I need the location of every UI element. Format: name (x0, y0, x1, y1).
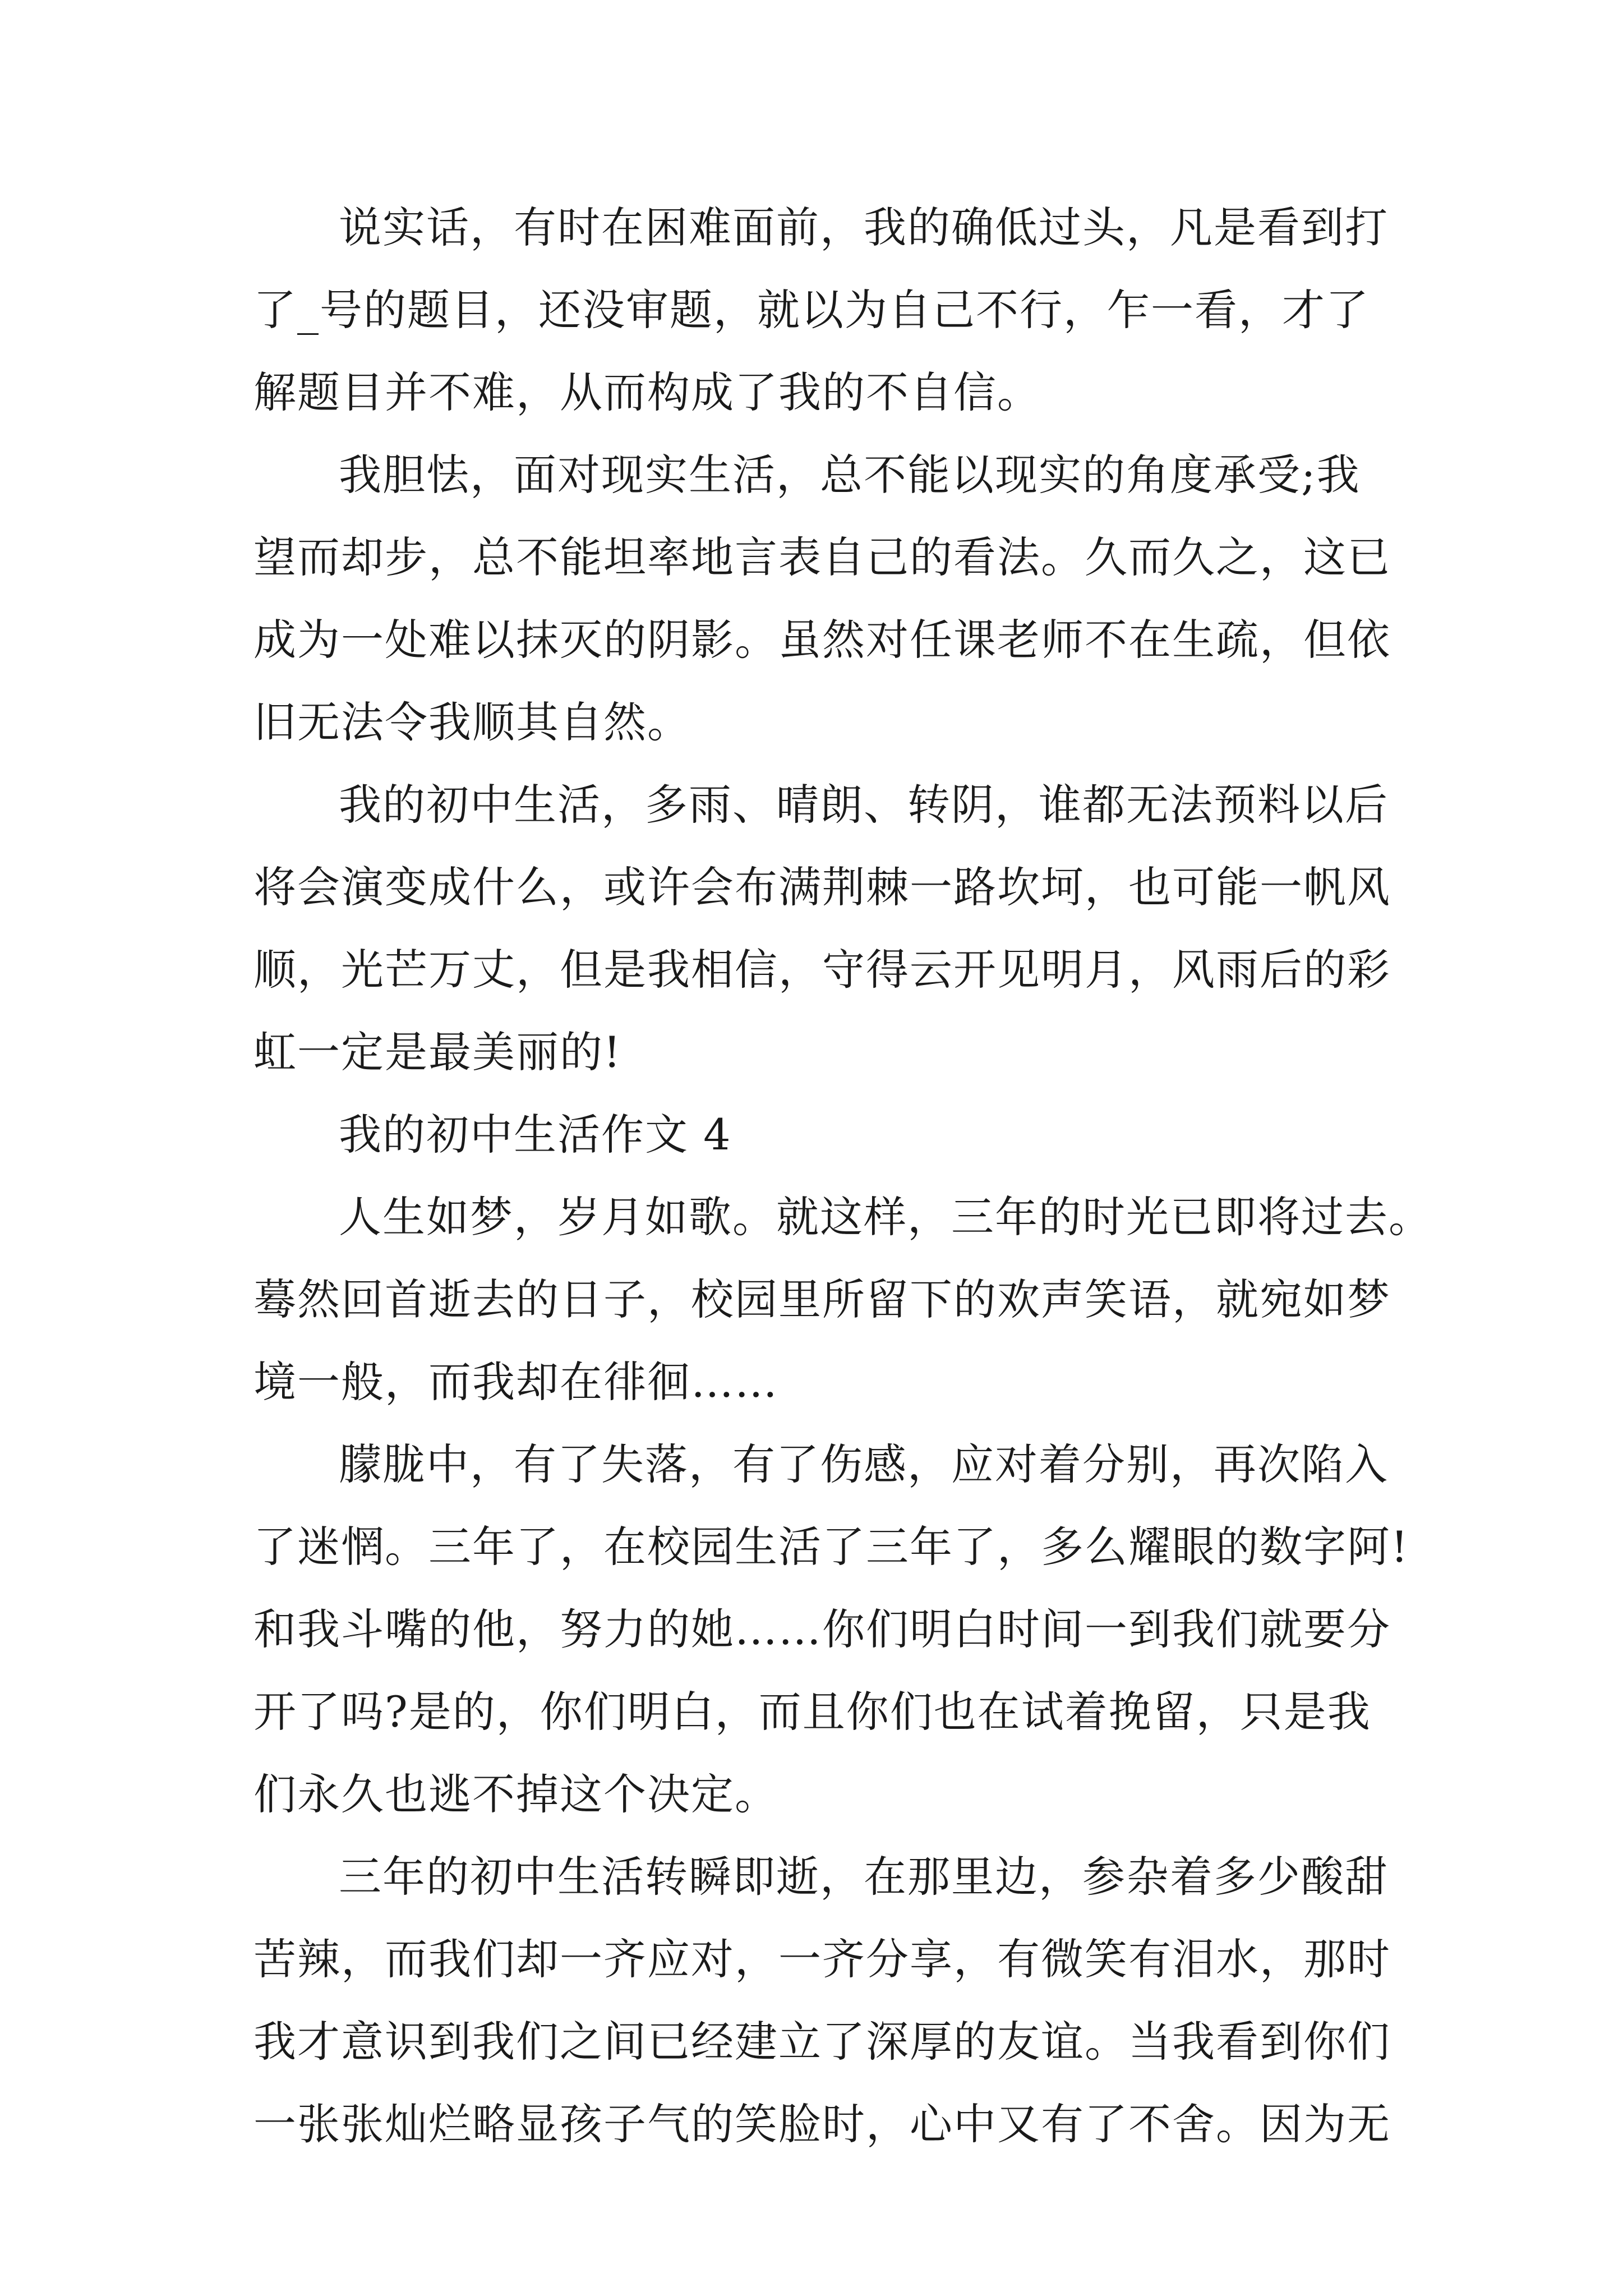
paragraph-6 (253, 1835, 1391, 2165)
text-line: 说实话，有时在困难面前，我的确低过头，凡是看到打 (339, 203, 1389, 252)
text-line: 苦辣，而我们却一齐应对，一齐分享，有微笑有泪水，那时 (253, 1934, 1391, 1984)
text-line: 蓦然回首逝去的日子，校园里所留下的欢声笑语，就宛如梦 (253, 1274, 1391, 1324)
text-line: 一张张灿烂略显孩子气的笑脸时，心中又有了不舍。因为无 (253, 2099, 1391, 2149)
text-line: 解题目并不难，从而构成了我的不自信。 (253, 367, 1041, 417)
text-line: 将会演变成什么，或许会布满荆棘一路坎坷，也可能一帆风 (253, 862, 1391, 912)
text-line: 了_号的题目，还没审题，就以为自己不行，乍一看，才了 (253, 285, 1370, 335)
paragraph-3 (253, 763, 1391, 1093)
paragraph-1 (253, 186, 1389, 434)
text-line: 我的初中生活，多雨、晴朗、转阴，谁都无法预料以后 (339, 780, 1389, 830)
paragraph-5 (253, 1423, 1409, 1835)
text-line: 和我斗嘴的他，努力的她……你们明白时间一到我们就要分 (253, 1604, 1391, 1654)
text-line: 朦胧中，有了失落，有了伤感，应对着分别，再次陷入 (339, 1439, 1389, 1489)
text-line: 境一般，而我却在徘徊…… (253, 1357, 778, 1407)
text-line: 我胆怯，面对现实生活，总不能以现实的角度承受;我 (339, 450, 1361, 500)
text-line: 了迷惘。三年了，在校园生活了三年了，多么耀眼的数字阿! (253, 1522, 1409, 1572)
text-line: 望而却步，总不能坦率地言表自己的看法。久而久之，这已 (253, 532, 1391, 582)
section-heading: 我的初中生活作文 4 (339, 1110, 732, 1159)
paragraph-2 (253, 434, 1391, 763)
text-line: 们永久也逃不掉这个决定。 (253, 1769, 778, 1819)
text-line: 开了吗?是的，你们明白，而且你们也在试着挽留，只是我 (253, 1687, 1371, 1737)
text-line: 我才意识到我们之间已经建立了深厚的友谊。当我看到你们 (253, 2017, 1391, 2067)
text-line: 人生如梦，岁月如歌。就这样，三年的时光已即将过去。 (339, 1192, 1432, 1242)
text-line: 旧无法令我顺其自然。 (253, 697, 691, 747)
text-line: 顺，光芒万丈，但是我相信，守得云开见明月，风雨后的彩 (253, 945, 1391, 995)
paragraph-4 (253, 1176, 1432, 1423)
text-line: 成为一处难以抹灭的阴影。虽然对任课老师不在生疏，但依 (253, 615, 1391, 665)
text-line: 三年的初中生活转瞬即逝，在那里边，参杂着多少酸甜 (339, 1852, 1389, 1902)
text-line: 虹一定是最美丽的! (253, 1027, 622, 1077)
document-body (253, 186, 1432, 2165)
